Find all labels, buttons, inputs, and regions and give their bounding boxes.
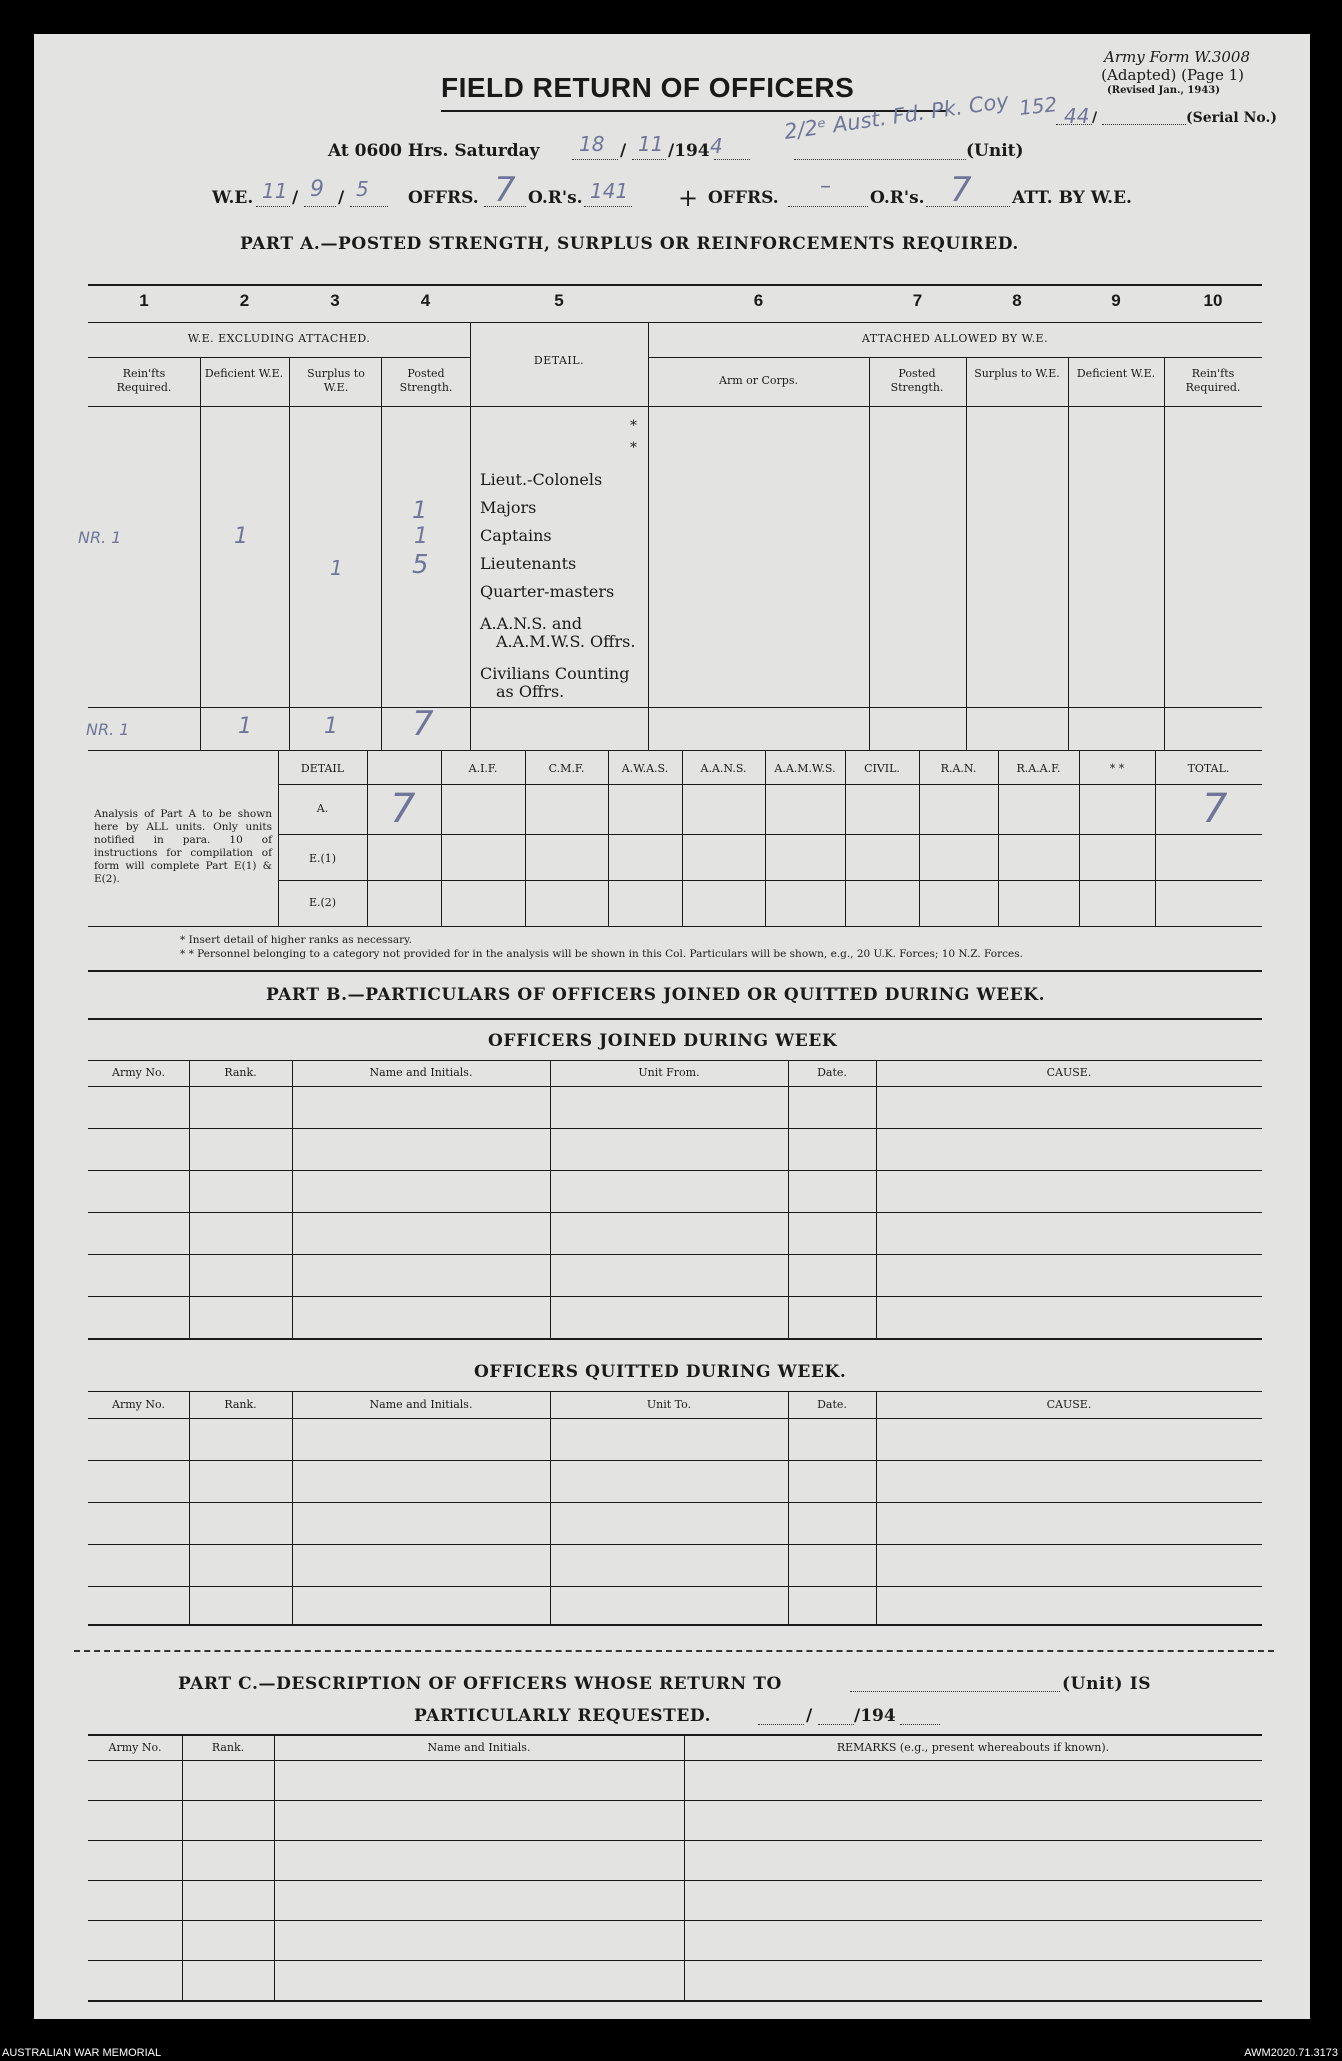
detail-header: DETAIL. — [533, 354, 585, 367]
part-a-we-rule — [88, 357, 470, 358]
part-c-header: Army No. — [108, 1741, 162, 1754]
col-number: 8 — [1012, 291, 1022, 310]
we-excluding-header: W.E. EXCLUDING ATTACHED. — [187, 332, 371, 345]
serial-field-b — [1102, 124, 1186, 125]
analysis-header: TOTAL. — [1187, 762, 1230, 775]
hand-total-nr: NR. 1 — [86, 720, 130, 739]
joined-title: OFFICERS JOINED DURING WEEK — [488, 1031, 838, 1051]
col-number: 9 — [1111, 291, 1121, 310]
rank-label: Quarter-masters — [480, 582, 615, 601]
part-c-col-line — [684, 1734, 685, 2000]
sub-header: Posted Strength. — [399, 367, 453, 394]
analysis-header: C.M.F. — [548, 762, 585, 775]
sub-header: Deficient W.E. — [1076, 367, 1156, 380]
hand-col2: 1 — [234, 524, 248, 549]
form-sheet — [34, 34, 1310, 2019]
hand-month: 11 — [638, 132, 664, 156]
we-field-b — [304, 206, 336, 207]
hand-analysis-total: 7 — [1202, 786, 1228, 832]
hand-serial-b: 44 — [1064, 104, 1090, 128]
quitted-col-line — [292, 1391, 293, 1624]
quitted-col-line — [788, 1391, 789, 1624]
analysis-col-line — [1079, 750, 1080, 926]
quitted-header: Rank. — [224, 1398, 257, 1411]
part-c-year-field — [900, 1724, 940, 1725]
analysis-row-label: E.(1) — [308, 852, 337, 865]
col-number: 6 — [753, 291, 764, 310]
offrs2-field — [788, 206, 868, 207]
offrs-label: OFFRS. — [408, 188, 479, 208]
we-label: W.E. — [212, 188, 254, 208]
hand-unit: 2/2ᵉ Aust. Fd. Pk. Coy — [782, 88, 1011, 144]
analysis-note: Analysis of Part A to be shown here by ALL units. Only units notified in para. 10 of instructions for compilation of form will complete Part E(1) & E(2). — [94, 808, 272, 885]
col-number: 10 — [1203, 291, 1223, 310]
part-c-header: Name and Initials. — [427, 1741, 531, 1754]
analysis-col-line — [845, 750, 846, 926]
quitted-header-bottom — [88, 1418, 1262, 1419]
part-a-col-line — [289, 357, 290, 750]
col-number: 2 — [239, 291, 250, 310]
part-a-body-rule — [88, 707, 1262, 708]
quitted-row-rule — [88, 1460, 1262, 1461]
archive-footer — [0, 2045, 1342, 2061]
part-a-number-rule — [88, 322, 1262, 323]
hand-we-b: 9 — [310, 177, 324, 202]
joined-row-rule — [88, 1296, 1262, 1297]
part-b-heading: PART B.—PARTICULARS OF OFFICERS JOINED OR QUITTED DURING WEEK. — [266, 985, 1046, 1005]
part-c-month-field — [818, 1724, 854, 1725]
analysis-col-line — [367, 750, 368, 926]
analysis-header: DETAIL — [300, 762, 345, 775]
joined-header: Army No. — [112, 1066, 165, 1079]
sub-header: Deficient W.E. — [204, 367, 284, 380]
joined-header: Name and Initials. — [369, 1066, 473, 1079]
footnote-double-star: * * Personnel belonging to a category not provided for in the analysis will be shown in this Col. Particulars will be shown, e.g., 20 U.K. Forces; 10 N.Z. Forces. — [180, 948, 1023, 960]
we-field-a — [256, 206, 290, 207]
part-c-top-rule — [88, 1734, 1262, 1736]
rank-label: as Offrs. — [496, 682, 565, 701]
hand-year: 4 — [710, 134, 723, 158]
joined-bottom-rule — [88, 1338, 1262, 1340]
rank-label: Civilians Counting — [480, 664, 630, 683]
sub-header: Surplus to W.E. — [307, 367, 365, 394]
analysis-col-line — [919, 750, 920, 926]
hand-we-c: 5 — [356, 177, 369, 201]
hand-col3: 1 — [330, 556, 343, 580]
part-a-top-rule — [88, 284, 1262, 286]
part-c-heading-end: (Unit) IS — [1062, 1674, 1152, 1694]
quitted-header: Unit To. — [646, 1398, 692, 1411]
quitted-header-top — [88, 1391, 1262, 1392]
analysis-col-line — [765, 750, 766, 926]
joined-col-line — [189, 1060, 190, 1338]
part-a-col-line — [869, 357, 870, 750]
hand-total-col2: 1 — [238, 714, 252, 739]
rank-label: A.A.N.S. and — [480, 614, 582, 633]
form-ref-line1: Army Form W.3008 — [1104, 48, 1250, 66]
quitted-col-line — [876, 1391, 877, 1624]
part-c-header: Rank. — [211, 1741, 245, 1754]
col-number: 1 — [139, 291, 149, 310]
hand-ors: 141 — [590, 179, 629, 203]
part-c-day-field — [758, 1724, 804, 1725]
hand-offrs2: – — [820, 174, 831, 199]
part-a-total-rule — [88, 750, 1262, 751]
col-number: 5 — [554, 291, 564, 310]
analysis-row-rule — [278, 834, 1262, 835]
sub-header: Arm or Corps. — [719, 374, 798, 387]
hand-captains: 1 — [414, 524, 428, 549]
analysis-header: A.A.M.W.S. — [774, 762, 836, 775]
part-c-col-line — [182, 1734, 183, 2000]
part-c-row-rule — [88, 1920, 1262, 1921]
analysis-row-label: A. — [316, 802, 329, 815]
att-label: ATT. BY W.E. — [1012, 188, 1132, 208]
hand-total-col4: 7 — [412, 704, 434, 744]
star-mark: * — [630, 418, 637, 434]
analysis-header: A.I.F. — [468, 762, 498, 775]
analysis-col-line — [998, 750, 999, 926]
unit-label: (Unit) — [966, 141, 1024, 161]
col-number: 7 — [912, 291, 923, 310]
rank-label: Captains — [480, 526, 552, 545]
footer-right: AWM2020.71.3173 — [1244, 2047, 1338, 2059]
analysis-col-line — [608, 750, 609, 926]
analysis-bottom-rule — [88, 926, 1262, 927]
part-c-row-rule — [88, 1960, 1262, 1961]
unit-field — [794, 159, 966, 160]
quitted-header: CAUSE. — [1046, 1398, 1092, 1411]
month-field — [632, 159, 666, 160]
analysis-col-line — [682, 750, 683, 926]
day-field — [572, 159, 618, 160]
year-field — [714, 159, 750, 160]
sub-header: Rein'fts Required. — [116, 367, 172, 394]
footnote-star: * Insert detail of higher ranks as necessary. — [180, 934, 412, 946]
rank-label: A.A.M.W.S. Offrs. — [496, 632, 636, 651]
part-c-header: REMARKS (e.g., present whereabouts if known). — [836, 1741, 1110, 1754]
quitted-header: Date. — [817, 1398, 847, 1411]
part-c-slash: / — [806, 1706, 813, 1726]
we-slash-a: / — [292, 188, 299, 208]
ors-field — [584, 206, 632, 207]
hand-ors2: 7 — [950, 170, 972, 210]
part-a-col-line — [381, 357, 382, 750]
part-c-row-rule — [88, 1840, 1262, 1841]
part-a-bottom-rule — [88, 970, 1262, 972]
sub-header: Surplus to W.E. — [974, 367, 1060, 380]
joined-header: Unit From. — [638, 1066, 700, 1079]
hand-serial-a: 152 — [1017, 92, 1059, 120]
hand-day: 18 — [579, 132, 605, 156]
at-label: At 0600 Hrs. Saturday — [328, 141, 540, 161]
joined-row-rule — [88, 1212, 1262, 1213]
joined-col-line — [292, 1060, 293, 1338]
joined-header: Rank. — [224, 1066, 257, 1079]
quitted-col-line — [550, 1391, 551, 1624]
form-ref-line2: (Adapted) (Page 1) — [1101, 66, 1244, 84]
ors-label: O.R's. — [528, 188, 583, 208]
quitted-row-rule — [88, 1586, 1262, 1587]
part-c-col-line — [274, 1734, 275, 2000]
quitted-header: Name and Initials. — [369, 1398, 473, 1411]
cut-line — [74, 1650, 1274, 1652]
analysis-col-line — [525, 750, 526, 926]
joined-col-line — [876, 1060, 877, 1338]
plus-sign: + — [678, 184, 699, 212]
hand-lieutenants: 5 — [412, 550, 429, 580]
sub-header: Rein'fts Required. — [1185, 367, 1241, 394]
joined-col-line — [788, 1060, 789, 1338]
part-c-bottom-rule — [88, 2000, 1262, 2002]
year-label: /194 — [668, 141, 710, 161]
quitted-row-rule — [88, 1502, 1262, 1503]
analysis-header: A.W.A.S. — [621, 762, 669, 775]
part-c-row-rule — [88, 1880, 1262, 1881]
star-mark: * — [630, 440, 637, 456]
analysis-col-line — [1155, 750, 1156, 926]
serial-slash: / — [1092, 110, 1098, 126]
serial-label: (Serial No.) — [1186, 110, 1277, 126]
part-c-year: /194 — [854, 1706, 896, 1726]
part-a-col-line — [470, 322, 471, 750]
hand-analysis-a: 7 — [390, 786, 416, 832]
ors2-label: O.R's. — [870, 188, 925, 208]
hand-we-a: 11 — [262, 179, 288, 203]
part-c-heading: PART C.—DESCRIPTION OF OFFICERS WHOSE RETURN TO — [178, 1674, 782, 1694]
we-slash-b: / — [338, 188, 345, 208]
joined-header: Date. — [817, 1066, 847, 1079]
joined-header: CAUSE. — [1046, 1066, 1092, 1079]
rank-label: Lieut.-Colonels — [480, 470, 603, 489]
we-field-c — [350, 206, 388, 207]
hand-offrs: 7 — [494, 170, 516, 210]
quitted-col-line — [189, 1391, 190, 1624]
footer-left: AUSTRALIAN WAR MEMORIAL — [2, 2047, 162, 2059]
part-a-col-line — [1068, 357, 1069, 750]
quitted-bottom-rule — [88, 1624, 1262, 1626]
hand-majors: 1 — [412, 496, 428, 524]
part-b-top-rule — [88, 1018, 1262, 1020]
col-number: 4 — [420, 291, 431, 310]
part-a-col-line — [200, 357, 201, 750]
at-slash: / — [620, 141, 627, 161]
part-a-col-line — [1164, 357, 1165, 750]
rank-label: Majors — [480, 498, 537, 517]
joined-row-rule — [88, 1170, 1262, 1171]
part-c-row-rule — [88, 1800, 1262, 1801]
part-a-col-line — [966, 357, 967, 750]
analysis-row-label: E.(2) — [308, 896, 337, 909]
joined-row-rule — [88, 1254, 1262, 1255]
part-a-heading: PART A.—POSTED STRENGTH, SURPLUS OR REINFORCEMENTS REQUIRED. — [240, 234, 1019, 254]
part-c-requested: PARTICULARLY REQUESTED. — [414, 1706, 712, 1726]
col-number: 3 — [330, 291, 340, 310]
analysis-header: * * — [1109, 762, 1125, 775]
analysis-header: R.A.N. — [940, 762, 977, 775]
quitted-header: Army No. — [112, 1398, 165, 1411]
offrs2-label: OFFRS. — [708, 188, 779, 208]
part-c-unit-field — [850, 1691, 1060, 1692]
joined-col-line — [550, 1060, 551, 1338]
joined-row-rule — [88, 1128, 1262, 1129]
joined-header-bottom — [88, 1086, 1262, 1087]
analysis-header: R.A.A.F. — [1016, 762, 1061, 775]
part-a-header-rule — [88, 406, 1262, 407]
page-title: FIELD RETURN OF OFFICERS — [441, 72, 855, 103]
quitted-row-rule — [88, 1544, 1262, 1545]
joined-header-top — [88, 1060, 1262, 1061]
hand-total-col3: 1 — [324, 714, 338, 739]
analysis-header: CIVIL. — [864, 762, 900, 775]
analysis-col-line — [441, 750, 442, 926]
part-c-header-rule — [88, 1760, 1262, 1761]
part-a-att-rule — [648, 357, 1262, 358]
form-ref-line3: (Revised Jan., 1943) — [1107, 85, 1220, 96]
analysis-header-rule — [278, 784, 1262, 785]
attached-allowed-header: ATTACHED ALLOWED BY W.E. — [861, 332, 1049, 345]
hand-nr1: NR. 1 — [78, 528, 122, 547]
quitted-title: OFFICERS QUITTED DURING WEEK. — [474, 1362, 847, 1382]
sub-header: Posted Strength. — [890, 367, 944, 394]
analysis-row-rule — [278, 880, 1262, 881]
analysis-header: A.A.N.S. — [700, 762, 747, 775]
rank-label: Lieutenants — [480, 554, 577, 573]
